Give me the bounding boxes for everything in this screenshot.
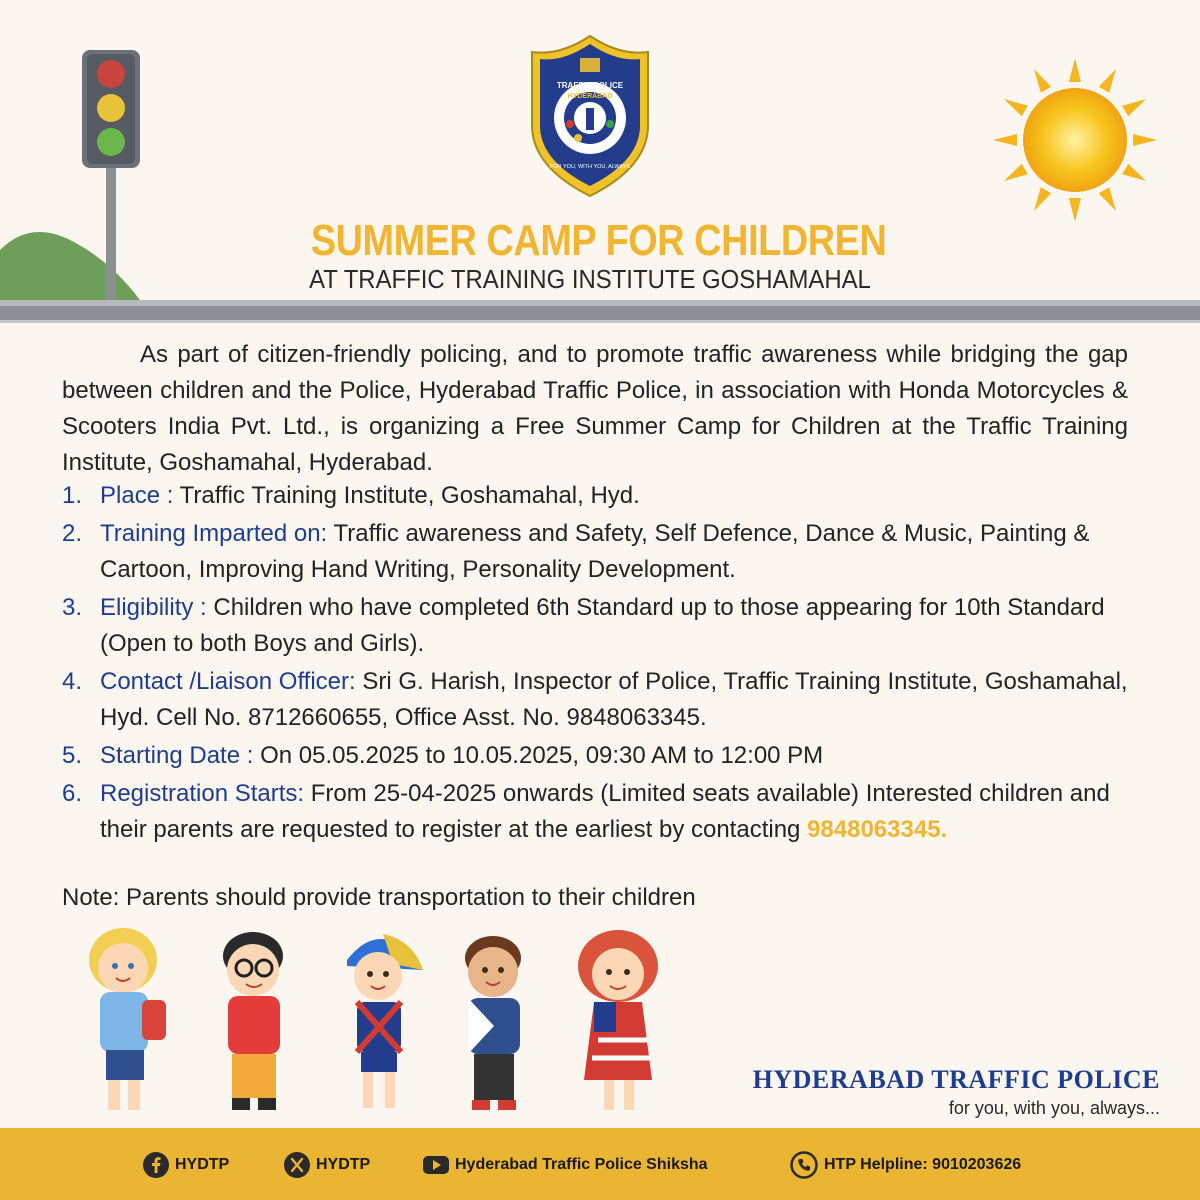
list-item-eligibility — [62, 590, 1142, 662]
list-text: Sri G. Harish, Inspector of Police, Traffic Training Institute, Goshamahal, Hyd. Cell No. 8712660655, Office Asst. No. 9848063345. — [100, 668, 1128, 731]
child-figure — [223, 932, 283, 1110]
badge-top-text: TRAFFIC POLICE — [556, 81, 624, 90]
youtube-icon — [423, 1155, 449, 1175]
road-strip — [0, 290, 1200, 330]
list-text: On 05.05.2025 to 10.05.2025, 09:30 AM to 12:00 PM — [253, 742, 824, 769]
list-number: 4. — [62, 668, 83, 695]
list-text: Traffic awareness and Safety, Self Defence, Dance & Music, Painting & Cartoon, Improving Hand Writing, Personality Development. — [100, 520, 1090, 583]
transport-note: Note: Parents should provide transportation to their children — [62, 884, 696, 911]
badge-motto-text: FOR YOU, WITH YOU, ALWAYS — [549, 164, 631, 170]
list-label: Contact /Liaison Officer: — [100, 668, 356, 695]
social-footer — [0, 1128, 1200, 1200]
list-text: From 25-04-2025 onwards (Limited seats available) Interested children and their parents are requested to register at the earliest by contacting — [100, 780, 1110, 843]
page-title: SUMMER CAMP FOR CHILDREN — [310, 216, 887, 265]
page-subtitle: AT TRAFFIC TRAINING INSTITUTE GOSHAMAHAL — [309, 264, 871, 294]
list-label: Eligibility : — [100, 594, 207, 621]
list-number: 5. — [62, 742, 83, 769]
brand-tagline: for you, with you, always... — [948, 1098, 1160, 1118]
list-text: Children who have completed 6th Standard up to those appearing for 10th Standard (Open to both Boys and Girls). — [100, 594, 1105, 657]
list-item-registration — [62, 776, 1142, 848]
traffic-police-badge-logo — [520, 28, 660, 203]
child-figure — [347, 934, 423, 1108]
list-number: 2. — [62, 520, 83, 547]
list-label: Place : — [100, 482, 174, 509]
helpline-text: HTP Helpline: 9010203626 — [824, 1156, 1022, 1173]
x-link[interactable] — [284, 1150, 370, 1180]
list-item-starting-date — [62, 738, 1142, 774]
intro-paragraph: As part of citizen-friendly policing, and to promote traffic awareness while bridging the gap between children and the Police, Hyderabad Traffic Police, in association with Honda Motorcycles & Scooters India Pvt. Ltd., is organizing a Free Summer Camp for Children at the Traffic Training Institute, Goshamahal, Hyderabad. — [62, 341, 1128, 476]
list-label: Training Imparted on: — [100, 520, 328, 547]
list-text: Traffic Training Institute, Goshamahal, Hyd. — [173, 482, 640, 509]
facebook-link[interactable] — [143, 1150, 229, 1180]
list-label: Registration Starts: — [100, 780, 305, 807]
youtube-channel: Hyderabad Traffic Police Shiksha — [455, 1156, 708, 1173]
children-illustration — [78, 920, 678, 1130]
list-item-contact — [62, 664, 1142, 736]
list-label: Starting Date : — [100, 742, 254, 769]
youtube-link[interactable] — [423, 1150, 708, 1180]
list-number: 3. — [62, 594, 83, 621]
child-figure — [578, 930, 658, 1110]
phone-icon — [790, 1151, 818, 1179]
sun-icon — [965, 60, 1195, 220]
list-item-training — [62, 516, 1142, 588]
list-item-place — [62, 478, 1142, 514]
badge-city-text: HYDERABAD — [567, 93, 613, 100]
list-number: 6. — [62, 780, 83, 807]
x-handle: HYDTP — [316, 1156, 371, 1173]
facebook-icon — [143, 1152, 169, 1178]
facebook-handle: HYDTP — [175, 1156, 230, 1173]
child-figure — [89, 928, 166, 1110]
details-list — [62, 478, 1142, 850]
x-icon — [284, 1152, 310, 1178]
brand-name: HYDERABAD TRAFFIC POLICE — [752, 1065, 1160, 1094]
list-number: 1. — [62, 482, 83, 509]
helpline-link[interactable] — [790, 1150, 1021, 1180]
child-figure — [465, 936, 521, 1110]
registration-phone: 9848063345. — [807, 816, 948, 843]
